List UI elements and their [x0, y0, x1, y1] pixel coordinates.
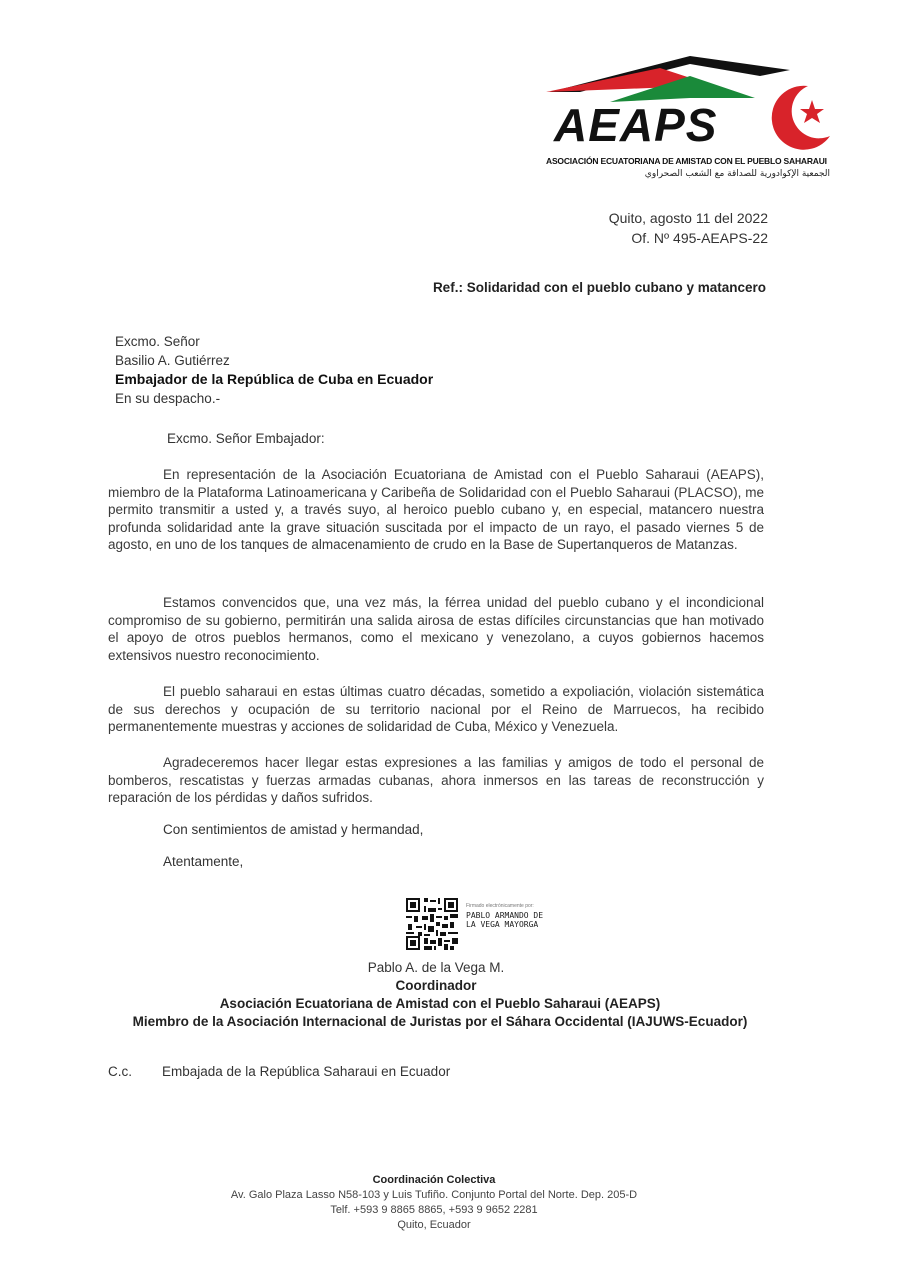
signature-small-label: Firmado electrónicamente por:: [466, 903, 534, 909]
footer-phones: Telf. +593 9 8865 8865, +593 9 9652 2281: [330, 1204, 538, 1216]
logo-wordmark: AEAPS: [554, 99, 718, 151]
signer-membership: Miembro de la Asociación Internacional de Juristas por el Sáhara Occidental (IAJUWS-Ecuador): [132, 1014, 748, 1029]
aeaps-logo: [540, 48, 840, 188]
recipient-title: Excmo. Señor: [115, 334, 200, 349]
reference-text: Ref.: Solidaridad con el pueblo cubano y matancero: [432, 280, 766, 295]
recipient-position: Embajador de la República de Cuba en Ecuador: [115, 371, 434, 387]
electronic-signature-text: [466, 902, 543, 929]
footer-address: Av. Galo Plaza Lasso N58-103 y Luis Tufiño. Conjunto Portal del Norte. Dep. 205-D: [230, 1189, 638, 1201]
reference-line: [433, 280, 766, 295]
star-icon: [800, 100, 824, 123]
body-paragraph-3: El pueblo saharaui en estas últimas cuatro décadas, sometido a expoliación, violación sistemática de sus derechos y ocupación de su territorio nacional por el Reino de Marruecos, ha recibido permanentemente muestras y acciones de solidaridad de Cuba, México y Venezuela.: [108, 684, 764, 734]
footer-city: Quito, Ecuador: [397, 1219, 471, 1231]
signature-name-line-1: PABLO ARMANDO DE: [466, 911, 544, 920]
footer-title: Coordinación Colectiva: [372, 1174, 496, 1186]
qr-code-icon: [404, 896, 460, 952]
crescent-icon: [772, 86, 830, 150]
closing-regards: Atentamente,: [163, 854, 244, 869]
logo-arabic-subtitle: الجمعية الإكوادورية للصداقة مع الشعب الصحراوي: [644, 169, 830, 179]
signer-name: Pablo A. de la Vega M.: [367, 960, 505, 975]
office-number: Of. Nº 495-AEAPS-22: [631, 230, 768, 246]
body-paragraph-2: Estamos convencidos que, una vez más, la férrea unidad del pueblo cubano y el incondicional compromiso de su gobierno, permitirán una salida airosa de estas difíciles circunstancias que han motivado el apoyo de otros pueblos hermanos, como el mexicano y venezolano, a cuyos gobiernos hacemos extensivos nuestro reconocimiento.: [108, 595, 764, 663]
signer-role: Coordinador: [395, 978, 477, 993]
signature-name-line-2: LA VEGA MAYORGA: [466, 920, 539, 929]
body-paragraph-1: En representación de la Asociación Ecuatoriana de Amistad con el Pueblo Saharaui (AEAPS), miembro de la Plataforma Latinoamericana y Caribeña de Solidaridad con el Pueblo Saharaui (PLACSO), me permito transmitir a usted y, a través suyo, al heroico pueblo cubano y, en especial, matancero nuestra profunda solidaridad ante la grave situación suscitada por el impacto de un rayo, el pasado viernes 5 de agosto, en uno de los tanques de almacenamiento de crudo en la Base de Supertanqueros de Matanzas.: [108, 467, 764, 552]
recipient-location: En su despacho.-: [115, 391, 221, 406]
closing-line: Con sentimientos de amistad y hermandad,: [163, 822, 424, 837]
logo-subtitle: ASOCIACIÓN ECUATORIANA DE AMISTAD CON EL PUEBLO SAHARAUI: [546, 156, 827, 166]
recipient-name: Basilio A. Gutiérrez: [115, 353, 230, 368]
cc-label: C.c.: [108, 1064, 133, 1079]
letter-date: Quito, agosto 11 del 2022: [608, 210, 768, 226]
date-block: [609, 208, 768, 248]
body-paragraph-4: Agradeceremos hacer llegar estas expresiones a las familias y amigos de todo el personal de bomberos, rescatistas y fuerzas armadas cubanas, ahora inmersos en las tareas de reconstrucción y reparación de los pérdidas y daños sufridos.: [108, 755, 764, 805]
cc-recipient: Embajada de la República Saharaui en Ecuador: [162, 1064, 451, 1079]
signer-organization: Asociación Ecuatoriana de Amistad con el Pueblo Saharaui (AEAPS): [219, 996, 661, 1011]
salutation: Excmo. Señor Embajador:: [167, 431, 325, 446]
recipient-block: [115, 332, 433, 408]
